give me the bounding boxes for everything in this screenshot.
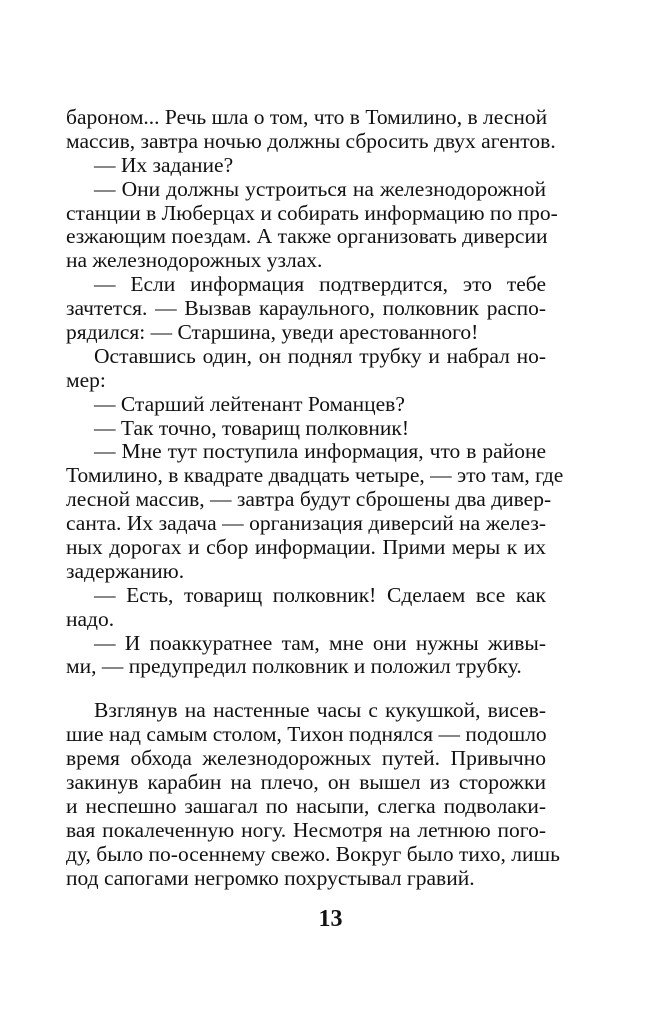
paragraph <box>66 273 546 345</box>
text-line: Оставшись один, он поднял трубку и набрал но- <box>94 343 546 368</box>
text-line: — Если информация подтвердится, это тебе <box>94 272 546 297</box>
text-line: вая покалеченную ногу. Несмотря на летнюю пого- <box>66 817 546 842</box>
text-line: под сапогами негромко похрустывал гравий. <box>66 865 475 890</box>
text-line: ми, — предупредил полковник и положил трубку. <box>66 654 522 679</box>
text-line: — Их задание? <box>94 152 234 177</box>
paragraph <box>66 176 558 274</box>
text-line: — Так точно, товарищ полковник! <box>94 415 409 440</box>
paragraph <box>66 632 546 680</box>
text-line: — Есть, товарищ полковник! Сделаем все как <box>94 582 546 607</box>
paragraph <box>66 417 546 441</box>
section-gap <box>66 679 546 699</box>
text-line: ных дорогах и сбор информации. Прими меры к их <box>66 535 546 560</box>
text-line: — И поаккуратнее там, мне они нужны живы- <box>94 630 546 655</box>
page-number: 13 <box>318 906 343 932</box>
paragraph <box>66 345 546 393</box>
text-line: Томилино, в квадрате двадцать четыре, — это там, где <box>66 463 564 488</box>
text-line: лесной массив, — завтра будут сброшены два дивер- <box>66 487 552 512</box>
text-line: бароном... Речь шла о том, что в Томилино, в лесной <box>66 105 548 129</box>
text-line: закинув карабин на плечо, он вышел из сторожки <box>66 770 546 795</box>
text-line: санта. Их задача — организация диверсий на желез- <box>66 511 546 536</box>
text-line: — Мне тут поступила информация, что в районе <box>94 439 546 464</box>
text-line: и неспешно зашагал по насыпи, слегка подволаки- <box>66 793 546 818</box>
paragraph <box>66 105 556 154</box>
text-line: зачтется. — Вызвав караульного, полковник распо- <box>66 296 546 321</box>
text-line: задержанию. <box>66 558 185 583</box>
paragraph <box>66 439 564 583</box>
text-line: — Они должны устроиться на железнодорожной <box>94 176 546 201</box>
text-line: мер: <box>66 367 106 392</box>
text-line: Взглянув на настенные часы с кукушкой, висев- <box>94 698 546 723</box>
paragraph <box>66 584 546 632</box>
paragraph <box>66 698 560 890</box>
text-line: ду, было по-осеннему свежо. Вокруг было тихо, лишь <box>66 841 560 866</box>
text-line: массив, завтра ночью должны сбросить двух агентов. <box>66 128 556 153</box>
paragraph <box>66 154 546 178</box>
text-line: — Старший лейтенант Романцев? <box>94 391 405 416</box>
text-line: станции в Люберцах и собирать информацию по про- <box>66 200 558 225</box>
text-line: время обхода железнодорожных путей. Привычно <box>66 746 546 771</box>
paragraph <box>66 393 546 417</box>
text-line: надо. <box>66 606 115 631</box>
page-body <box>66 105 564 891</box>
text-line: шие над самым столом, Тихон поднялся — подошло <box>66 722 547 747</box>
text-line: езжающим поездам. А также организовать диверсии <box>66 224 548 249</box>
text-line: на железнодорожных узлах. <box>66 248 323 273</box>
text-line: рядился: — Старшина, уведи арестованного! <box>66 320 479 345</box>
